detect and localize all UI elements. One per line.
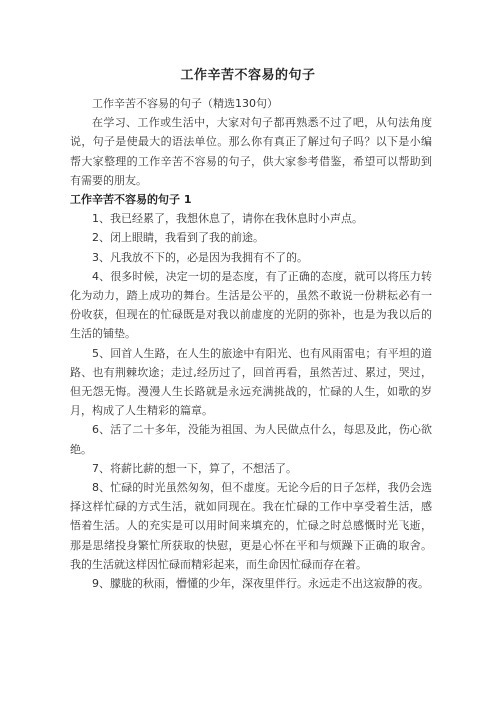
document-title: 工作辛苦不容易的句子 [180,68,316,83]
list-item: 8、忙碌的时光虽然匆匆，但不虚度。无论今后的日子怎样，我仍会选择这样忙碌的方式生活，就如同现在。我在忙碌的工作中享受着生活，感悟着生活。人的充实是可以用时间来填充的，忙碌之时总感慨时光飞逝，那是思绪投身繁忙所获取的快慰，更是心怀在平和与烦躁下正确的取舍。我的生活就这样因忙碌而精彩起来，而生命因忙碌而存在着。 [70,481,432,571]
list-item: 9、朦胧的秋雨，懵懂的少年，深夜里伴行。永远走不出这寂静的夜。 [92,577,429,591]
list-item: 1、我已经累了，我想休息了，请你在我休息时小声点。 [92,212,363,226]
list-item: 6、活了二十多年，没能为祖国、为人民做点什么，每思及此，伤心欲绝。 [70,423,432,456]
list-item: 5、回首人生路，在人生的旅途中有阳光、也有风雨雷电；有平坦的道路、也有荆棘坎途；走过,经历过了，回首再看，虽然苦过、累过，哭过，但无怨无悔。漫漫人生长路就是永远充满挑战的，忙碌的人生，如歌的岁月，构成了人生精彩的篇章。 [70,346,432,418]
list-item: 4、很多时候，决定一切的是态度，有了正确的态度，就可以将压力转化为动力，踏上成功的舞台。生活是公平的，虽然不敢说一份耕耘必有一份收获，但现在的忙碌既是对我以前虚度的光阴的弥补，也是为我以后的生活的铺垫。 [70,269,432,341]
intro-paragraph: 在学习、工作或生活中，大家对句子都再熟悉不过了吧，从句法角度说，句子是使最大的语法单位。那么你有真正了解过句子吗？以下是小编帮大家整理的工作辛苦不容易的句子，供大家参考借鉴，希望可以帮助到有需要的朋友。 [70,116,432,187]
list-item: 2、闭上眼睛，我看到了我的前途。 [92,231,264,245]
list-item: 7、将薪比薪的想一下，算了，不想活了。 [92,461,297,475]
list-item: 3、凡我放不下的，必是因为我拥有不了的。 [92,250,308,264]
document-subtitle: 工作辛苦不容易的句子（精选130句） [92,97,278,110]
section-heading: 工作辛苦不容易的句子 1 [70,193,192,207]
document-body [70,94,432,593]
